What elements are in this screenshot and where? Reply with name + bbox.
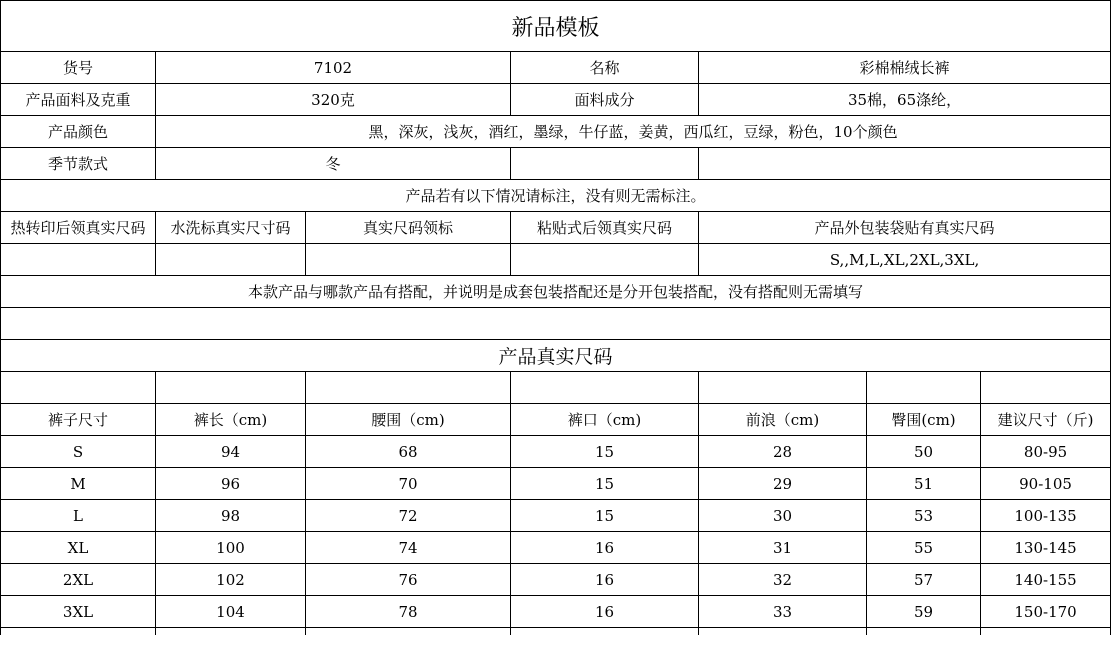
empty-cell — [1, 372, 156, 404]
empty-cell — [699, 148, 1111, 180]
empty-cell — [156, 372, 306, 404]
length-cell: 98 — [156, 500, 306, 532]
size-cell: S — [1, 436, 156, 468]
item-no-label: 货号 — [1, 52, 156, 84]
suggested-cell: 140-155 — [981, 564, 1111, 596]
suggested-cell: 100-135 — [981, 500, 1111, 532]
matching-note: 本款产品与哪款产品有搭配，并说明是成套包装搭配还是分开包装搭配，没有搭配则无需填写 — [1, 276, 1111, 308]
composition-label: 面料成分 — [511, 84, 699, 116]
front-rise-cell: 32 — [699, 564, 867, 596]
waist-cell: 68 — [306, 436, 511, 468]
waist-cell: 78 — [306, 596, 511, 628]
empty-cell — [511, 148, 699, 180]
length-cell: 100 — [156, 532, 306, 564]
empty-cell — [511, 372, 699, 404]
colors-value: 黑，深灰，浅灰，酒红，墨绿，牛仔蓝，姜黄，西瓜红，豆绿，粉色，10个颜色 — [156, 116, 1111, 148]
size-cell: L — [1, 500, 156, 532]
length-cell: 96 — [156, 468, 306, 500]
empty-row — [1, 308, 1111, 340]
hem-cell: 16 — [511, 564, 699, 596]
hip-cell: 50 — [867, 436, 981, 468]
col-header-hem: 裤口（cm) — [511, 404, 699, 436]
item-no-value: 7102 — [156, 52, 511, 84]
waist-cell: 76 — [306, 564, 511, 596]
hem-cell: 16 — [511, 596, 699, 628]
season-label: 季节款式 — [1, 148, 156, 180]
label-header-wash-label: 水洗标真实尺寸码 — [156, 212, 306, 244]
front-rise-cell: 33 — [699, 596, 867, 628]
empty-cell — [306, 628, 511, 635]
suggested-cell: 80-95 — [981, 436, 1111, 468]
hem-cell: 15 — [511, 500, 699, 532]
size-cell: XL — [1, 532, 156, 564]
col-header-waist: 腰围（cm) — [306, 404, 511, 436]
empty-cell — [156, 628, 306, 635]
hip-cell: 51 — [867, 468, 981, 500]
hip-cell: 55 — [867, 532, 981, 564]
empty-cell — [306, 372, 511, 404]
empty-cell — [1, 628, 156, 635]
hem-cell: 15 — [511, 436, 699, 468]
col-header-suggested: 建议尺寸（斤) — [981, 404, 1111, 436]
empty-cell — [981, 372, 1111, 404]
label-header-heat-transfer: 热转印后领真实尺码 — [1, 212, 156, 244]
fabric-weight-value: 320克 — [156, 84, 511, 116]
length-cell: 94 — [156, 436, 306, 468]
label-header-sticker: 粘贴式后领真实尺码 — [511, 212, 699, 244]
size-cell: M — [1, 468, 156, 500]
label-value-wash-label — [156, 244, 306, 276]
size-cell: 3XL — [1, 596, 156, 628]
empty-cell — [699, 372, 867, 404]
suggested-cell: 90-105 — [981, 468, 1111, 500]
table-row — [1, 596, 1111, 628]
waist-cell: 72 — [306, 500, 511, 532]
empty-cell — [981, 628, 1111, 635]
col-header-length: 裤长（cm) — [156, 404, 306, 436]
size-section-title: 产品真实尺码 — [1, 340, 1111, 372]
season-value: 冬 — [156, 148, 511, 180]
waist-cell: 74 — [306, 532, 511, 564]
empty-cell — [511, 628, 699, 635]
empty-cell — [699, 628, 867, 635]
label-value-package: S,,M,L,XL,2XL,3XL, — [699, 244, 1111, 276]
cut-off-row — [1, 628, 1111, 635]
front-rise-cell: 30 — [699, 500, 867, 532]
name-label: 名称 — [511, 52, 699, 84]
label-value-sticker — [511, 244, 699, 276]
table-row — [1, 468, 1111, 500]
empty-cell — [867, 628, 981, 635]
front-rise-cell: 29 — [699, 468, 867, 500]
length-cell: 102 — [156, 564, 306, 596]
hip-cell: 59 — [867, 596, 981, 628]
front-rise-cell: 28 — [699, 436, 867, 468]
notice-text: 产品若有以下情况请标注，没有则无需标注。 — [1, 180, 1111, 212]
length-cell: 104 — [156, 596, 306, 628]
size-header-row — [1, 404, 1111, 436]
label-header-size-tag: 真实尺码领标 — [306, 212, 511, 244]
col-header-size: 裤子尺寸 — [1, 404, 156, 436]
table-row — [1, 564, 1111, 596]
hip-cell: 57 — [867, 564, 981, 596]
hem-cell: 16 — [511, 532, 699, 564]
suggested-cell: 130-145 — [981, 532, 1111, 564]
hip-cell: 53 — [867, 500, 981, 532]
composition-value: 35棉，65涤纶， — [699, 84, 1111, 116]
size-cell: 2XL — [1, 564, 156, 596]
name-value: 彩棉棉绒长裤 — [699, 52, 1111, 84]
empty-cell — [867, 372, 981, 404]
label-header-package: 产品外包装袋贴有真实尺码 — [699, 212, 1111, 244]
label-value-size-tag — [306, 244, 511, 276]
hem-cell: 15 — [511, 468, 699, 500]
suggested-cell: 150-170 — [981, 596, 1111, 628]
fabric-weight-label: 产品面料及克重 — [1, 84, 156, 116]
table-row — [1, 436, 1111, 468]
front-rise-cell: 31 — [699, 532, 867, 564]
table-row — [1, 532, 1111, 564]
colors-label: 产品颜色 — [1, 116, 156, 148]
table-row — [1, 500, 1111, 532]
waist-cell: 70 — [306, 468, 511, 500]
col-header-front-rise: 前浪（cm) — [699, 404, 867, 436]
label-value-heat-transfer — [1, 244, 156, 276]
col-header-hip: 臀围(cm) — [867, 404, 981, 436]
sheet-title: 新品模板 — [1, 1, 1111, 52]
